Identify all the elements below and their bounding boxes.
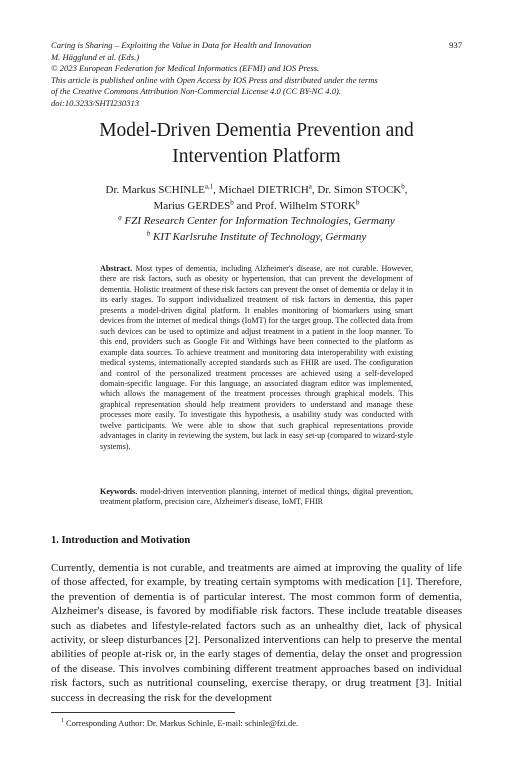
author-name: , Michael DIETRICH: [213, 184, 309, 196]
header-line-conference: Caring is Sharing – Exploiting the Value in Data for Health and Innovation: [51, 40, 312, 50]
author-affil-mark: b: [356, 197, 360, 206]
header-line-doi[interactable]: doi:10.3233/SHTI230313: [51, 97, 140, 108]
author-name: Marius GERDES: [153, 199, 231, 212]
header-line-copyright: © 2023 European Federation for Medical Informatics (EFMI) and IOS Press.: [51, 63, 320, 74]
header-line-editors: M. Hägglund et al. (Eds.): [51, 51, 140, 62]
footnote-text: Corresponding Author: Dr. Markus Schinle, E-mail: schinle@fzi.de.: [66, 717, 299, 728]
author-affil-mark: b: [401, 182, 405, 191]
author-affil-mark: b: [230, 197, 234, 206]
abstract-label: Abstract.: [100, 264, 133, 273]
author-affil-mark: a: [308, 182, 312, 191]
affiliation-b: [51, 230, 462, 246]
title-line-1: Model-Driven Dementia Prevention and: [99, 120, 414, 141]
section-heading: 1. Introduction and Motivation: [51, 535, 191, 546]
author-affil-mark: a,1: [204, 182, 214, 191]
author-line-1: [51, 183, 462, 199]
keywords: [100, 487, 413, 508]
affiliation-a: [51, 214, 462, 230]
affiliation-text: KIT Karlsruhe Institute of Technology, Germany: [152, 230, 367, 243]
footnote: [51, 716, 462, 729]
page-number: 937: [449, 40, 462, 50]
section-body: Currently, dementia is not curable, and treatments are aimed at improving the quality of life of those affected, for example, by treating certain symptoms with medication [1]. Therefore, the prevention of dementia is of particular interest. The most common form of dementia, Alzheimer's disease, is favored by modifiable risk factors. These include treatable diseases such as diabetes and lifestyle-related factors such as an unhealthy diet, lack of physical activity, or sleep disturbances [2]. Personalized interventions can help to preserve the mental abilities of people at-risk or, in the early stages of dementia, delay the onset and progression of the disease. This involves combining different treatment approaches based on individual risk factors, such as nutritional counseling, exercise therapy, or drug treatment [3]. Initial success in decreasing the risk for the development: [51, 562, 462, 704]
header-line-license-1: This article is published online with Open Access by IOS Press and distributed under the terms: [51, 74, 378, 85]
paper-title: [51, 118, 462, 170]
abstract-text: Most types of dementia, including Alzheimer's disease, are not curable. However, there are risk factors, such as obesity or hypertension, that can prevent the development of dementia. Holistic treatment of these risk factors can prevent the onset of dementia or delay it in its early stages. To support individualized treatment of risk factors in dementia, this paper presents a model-driven digital platform. It enables monitoring of biomarkers using smart devices from the internet of medical things (IoMT) for the target group. The collected data from such devices can be used to optimize and adjust treatment in a patient in the loop manner. To this end, providers such as Google Fit and Withings have been connected to the platform as example data sources. To achieve treatment and monitoring data interoperability with existing medical systems, internationally accepted standards such as FHIR are used. The configuration and control of the personalized treatment processes are achieved using a self-developed domain-specific language. For this language, an associated diagram editor was implemented, which allows the management of the treatment processes through graphical models. This graphical representation should help treatment providers to understand and manage these processes more easily. To investigate this hypothesis, a usability study was conducted with twelve participants. We were able to show that such graphical representations provide advantages in clarity in reviewing the system, but lack in easy set-up (compared to wizard-style systems).: [100, 264, 413, 451]
author-block: [51, 183, 462, 245]
header-line-license-2: of the Creative Commons Attribution Non-Commercial License 4.0 (CC BY-NC 4.0).: [51, 86, 342, 97]
author-name: and Prof. Wilhelm STORK: [233, 199, 356, 212]
affiliation-mark: a: [118, 213, 122, 222]
title-line-2: Intervention Platform: [172, 146, 341, 167]
author-name: Dr. Markus SCHINLE: [105, 184, 205, 196]
keywords-text: model-driven intervention planning, internet of medical things, digital prevention, treatment platform, precision care, Alzheimer's disease, IoMT, FHIR: [100, 487, 414, 507]
affiliation-mark: b: [146, 228, 151, 237]
footnote-divider: [51, 712, 235, 713]
author-name: , Dr. Simon STOCK: [311, 184, 402, 196]
footnote-mark: 1: [61, 718, 64, 724]
author-line-2: [51, 199, 462, 215]
author-separator: ,: [404, 184, 408, 196]
affiliation-text: FZI Research Center for Information Technologies, Germany: [124, 215, 395, 227]
keywords-label: Keywords.: [100, 487, 138, 496]
publication-header: [51, 40, 462, 110]
abstract: [100, 264, 413, 452]
